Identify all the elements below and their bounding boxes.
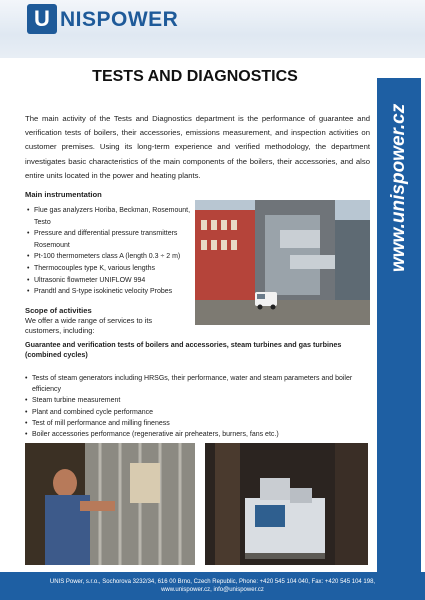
scope-text: We offer a wide range of services to its customers, including: <box>25 316 153 336</box>
list-item: • Thermocouples type K, various lengths <box>27 263 192 275</box>
footer <box>0 572 425 600</box>
list-item: • Tests of steam generators including HRSGs, their performance, water and steam parameters and boiler efficiency <box>25 373 370 395</box>
analyzer-image <box>205 443 368 565</box>
side-url[interactable]: www.unispower.cz <box>388 103 409 273</box>
header <box>0 0 425 58</box>
services-list <box>25 373 370 440</box>
list-item: • Plant and combined cycle performance <box>25 407 370 418</box>
list-item: • Test of mill performance and milling fineness <box>25 418 370 429</box>
guarantee-heading: Guarantee and verification tests of boilers and accessories, steam turbines and gas turbines (combined cycles) <box>25 340 342 360</box>
power-plant-photo <box>195 200 370 325</box>
footer-contact[interactable]: www.unispower.cz, info@unispower.cz <box>161 587 264 593</box>
instrumentation-list <box>27 205 192 298</box>
logo-text: NISPOWER <box>60 8 179 31</box>
logo-mark: U <box>27 4 57 34</box>
footer-address: UNIS Power, s.r.o., Sochorova 3232/34, 616 00 Brno, Czech Republic, Phone: +420 545 104 040, Fax: +420 545 104 198, <box>49 579 376 585</box>
list-item: • Boiler accessories performance (regenerative air preheaters, burners, fans etc.) <box>25 429 370 440</box>
list-item: • Prandtl and S-type isokinetic velocity Probes <box>27 286 192 298</box>
analyzer-photo <box>205 443 368 565</box>
scope-heading: Scope of activities <box>25 306 92 315</box>
list-item: • Pressure and differential pressure transmitters Rosemount <box>27 228 192 251</box>
side-stripe <box>377 78 421 573</box>
power-plant-image <box>195 200 370 325</box>
intro-paragraph: The main activity of the Tests and Diagnostics department is the performance of guarantee and verification tests of boilers, their accessories, emissions measurement, and inspection activities on customer premises. Using its long-term experience and verified methodology, the department investigates basic characteristics of the main components of the boilers, their accessories, and also entire units located in the power and heating plants. <box>25 114 370 180</box>
list-item: • Pt-100 thermometers class A (length 0.3 ÷ 2 m) <box>27 251 192 263</box>
instrumentation-heading: Main instrumentation <box>25 190 102 199</box>
list-item: • Ultrasonic flowmeter UNIFLOW 994 <box>27 275 192 287</box>
technician-image <box>25 443 195 565</box>
list-item: • Flue gas analyzers Horiba, Beckman, Rosemount, Testo <box>27 205 192 228</box>
list-item: • Steam turbine measurement <box>25 395 370 406</box>
technician-photo <box>25 443 195 565</box>
page-title: TESTS AND DIAGNOSTICS <box>92 68 298 85</box>
